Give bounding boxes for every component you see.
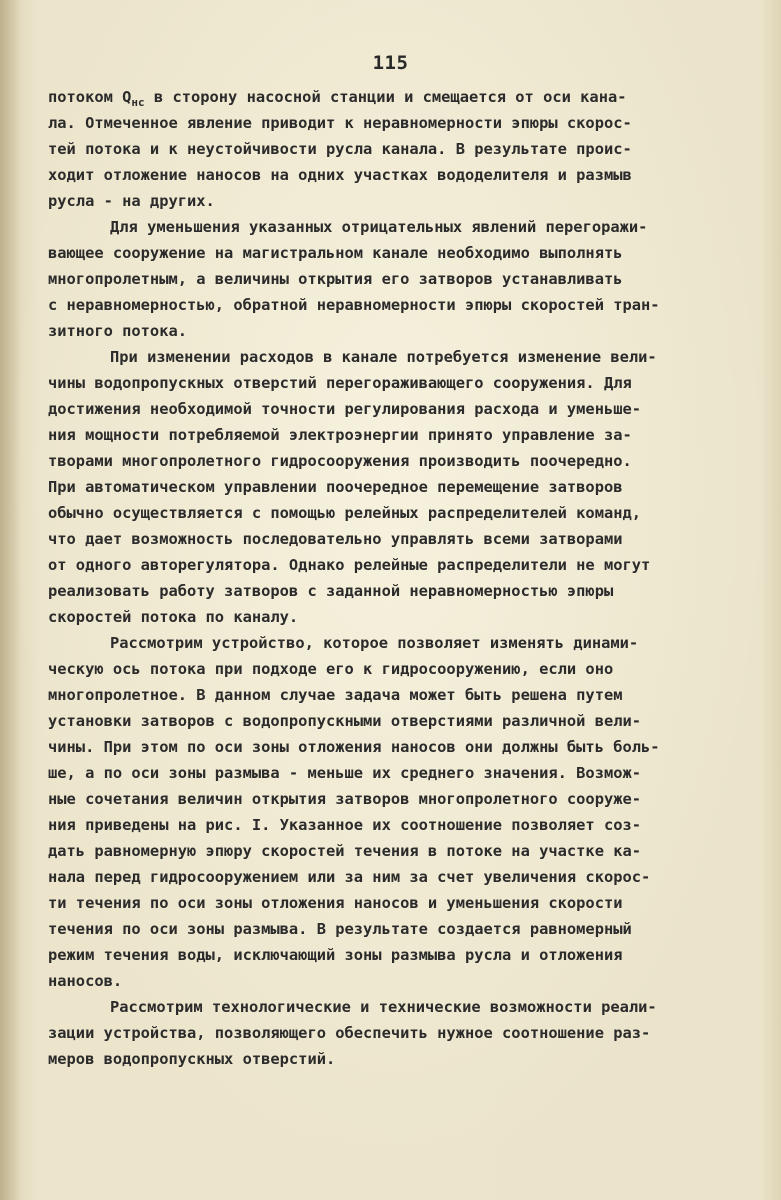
binding-shadow (0, 0, 22, 1200)
page-number: 115 (372, 52, 409, 74)
text-line: скоростей потока по каналу. (48, 608, 299, 626)
text-line: ше, а по оси зоны размыва - меньше их среднего значения. Возмож- (48, 764, 642, 782)
text-line: режим течения воды, исключающий зоны размыва русла и отложения (48, 946, 623, 964)
text-line: нала перед гидросооружением или за ним за счет увеличения скорос- (48, 868, 651, 886)
text-line: При автоматическом управлении поочередное перемещение затворов (48, 478, 623, 496)
text-line: ла. Отмеченное явление приводит к неравномерности эпюры скорос- (48, 114, 632, 132)
text-line: ные сочетания величин открытия затворов многопролетного сооруже- (48, 790, 642, 808)
text-line: меров водопропускных отверстий. (48, 1050, 336, 1068)
text-line: ния приведены на рис. I. Указанное их соотношение позволяет соз- (48, 816, 642, 834)
text-line: установки затворов с водопропускными отверстиями различной вели- (48, 712, 642, 730)
text-line: чины. При этом по оси зоны отложения наносов они должны быть боль- (48, 738, 660, 756)
text-line: дать равномерную эпюру скоростей течения в потоке на участке ка- (48, 842, 642, 860)
text-line: достижения необходимой точности регулирования расхода и уменьше- (48, 400, 642, 418)
text-line: зации устройства, позволяющего обеспечить нужное соотношение раз- (48, 1024, 651, 1042)
text-segment: в сторону насосной станции и смещается от оси кана- (144, 88, 627, 106)
text-line: от одного авторегулятора. Однако релейные распределители не могут (48, 556, 651, 574)
text-line: При изменении расходов в канале потребуется изменение вели- (110, 348, 657, 366)
text-line: тей потока и к неустойчивости русла канала. В результате проис- (48, 140, 632, 158)
text-line: творами многопролетного гидросооружения производить поочередно. (48, 452, 632, 470)
text-line: русла - на других. (48, 192, 215, 210)
text-line: вающее сооружение на магистральном канале необходимо выполнять (48, 244, 623, 262)
text-line: реализовать работу затворов с заданной неравномерностью эпюры (48, 582, 614, 600)
text-line: ческую ось потока при подходе его к гидросооружению, если оно (48, 660, 614, 678)
text-line: ния мощности потребляемой электроэнергии принято управление за- (48, 426, 632, 444)
text-line: Рассмотрим технологические и технические возможности реали- (110, 998, 657, 1016)
body-text (48, 84, 748, 1072)
text-segment: потоком Q (48, 88, 132, 106)
text-line: что дает возможность последовательно управлять всеми затворами (48, 530, 623, 548)
text-line: обычно осуществляется с помощью релейных распределителей команд, (48, 504, 642, 522)
text-line: течения по оси зоны размыва. В результате создается равномерный (48, 920, 632, 938)
text-line (48, 84, 748, 110)
text-line: многопролетным, а величины открытия его затворов устанавливать (48, 270, 623, 288)
text-line: ходит отложение наносов на одних участках вододелителя и размыв (48, 166, 632, 184)
subscript: нс (131, 96, 145, 109)
text-line: Рассмотрим устройство, которое позволяет изменять динами- (110, 634, 639, 652)
text-line: многопролетное. В данном случае задача может быть решена путем (48, 686, 623, 704)
text-line: зитного потока. (48, 322, 187, 340)
text-line: наносов. (48, 972, 123, 990)
text-line: чины водопропускных отверстий перегораживающего сооружения. Для (48, 374, 632, 392)
text-line: Для уменьшения указанных отрицательных явлений перегоражи- (110, 218, 648, 236)
text-line: ти течения по оси зоны отложения наносов и уменьшения скорости (48, 894, 623, 912)
text-line: с неравномерностью, обратной неравномерности эпюры скоростей тран- (48, 296, 660, 314)
